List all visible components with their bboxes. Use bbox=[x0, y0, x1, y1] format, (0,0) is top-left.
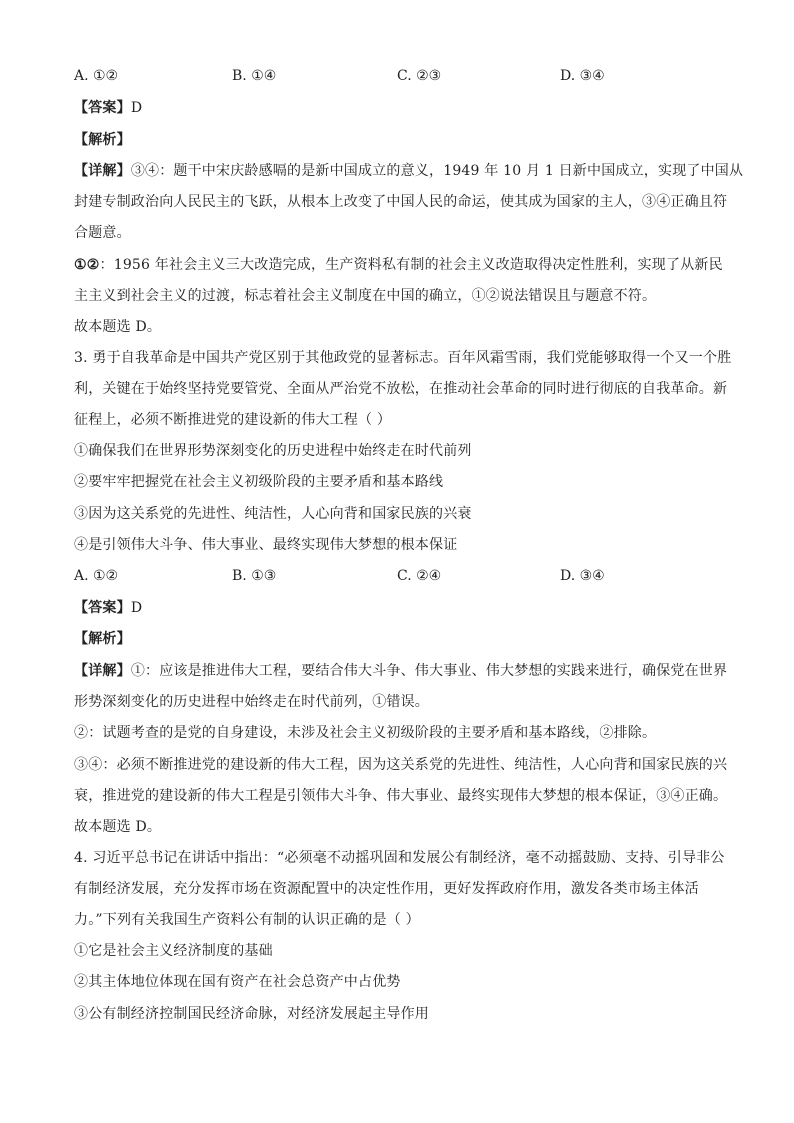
q2-explain-line-2: 主主义到社会主义的过渡，标志着社会主义制度在中国的确立，①②说法错误且与题意不符。 bbox=[74, 288, 657, 304]
q2-option-d: D. ③④ bbox=[560, 68, 605, 84]
q2-detail-line-3: 合题意。 bbox=[74, 225, 131, 241]
q2-option-a: A. ①② bbox=[74, 68, 119, 84]
q3-options bbox=[74, 566, 724, 586]
q4-stem-line-3: 力。”下列有关我国生产资料公有制的认识正确的是（ ） bbox=[74, 912, 420, 928]
q3-explain2: ②：试题考查的是党的自身建设，未涉及社会主义初级阶段的主要矛盾和基本路线，②排除。 bbox=[74, 725, 657, 741]
q2-detail-line-1 bbox=[74, 161, 744, 181]
q3-stem-line-2: 利，关键在于始终坚持党要管党、全面从严治党不放松，在推动社会革命的同时进行彻底的自我革命。新 bbox=[74, 381, 728, 397]
q3-item-1: ①确保我们在世界形势深刻变化的历史进程中始终走在时代前列 bbox=[74, 443, 472, 459]
answer-value: D bbox=[130, 100, 143, 116]
q3-option-a: A. ①② bbox=[74, 568, 119, 584]
q3-detail-line-1 bbox=[74, 661, 728, 681]
detail-text: ③④：题干中宋庆龄感嗝的是新中国成立的意义，1949 年 10 月 1 日新中国成立，实现了中国从 bbox=[130, 163, 744, 179]
q3-analysis-heading bbox=[74, 629, 724, 649]
q4-item-2: ②其主体地位体现在国有资产在社会总资产中占优势 bbox=[74, 974, 401, 990]
analysis-tag: 【解析】 bbox=[74, 132, 131, 148]
q2-option-c: C. ②③ bbox=[397, 68, 442, 84]
analysis-tag: 【解析】 bbox=[74, 631, 131, 647]
answer-tag: 【答案】 bbox=[74, 100, 131, 116]
q2-analysis-heading bbox=[74, 130, 724, 150]
q3-item-2: ②要牢牢把握党在社会主义初级阶段的主要矛盾和基本路线 bbox=[74, 474, 444, 490]
q2-option-b: B. ①④ bbox=[232, 68, 277, 84]
q3-option-b: B. ①③ bbox=[232, 568, 277, 584]
q3-stem-line-3: 征程上，必须不断推进党的建设新的伟大工程（ ） bbox=[74, 412, 392, 428]
q2-explain-line-1 bbox=[74, 255, 724, 275]
q3-option-d: D. ③④ bbox=[560, 568, 605, 584]
explain-tag: ①② bbox=[74, 257, 100, 273]
q3-option-c: C. ②④ bbox=[397, 568, 442, 584]
explain-text: ：1956 年社会主义三大改造完成，生产资料私有制的社会主义改造取得决定性胜利，实现了从新民 bbox=[99, 257, 723, 273]
q2-detail-line-2: 封建专制政治向人民民主的飞跃，从根本上改变了中国人民的命运，使其成为国家的主人，③④正确且符 bbox=[74, 194, 728, 210]
detail-tag: 【详解】 bbox=[74, 163, 131, 179]
q2-options bbox=[74, 66, 724, 86]
q3-item-3: ③因为这关系党的先进性、纯洁性，人心向背和国家民族的兴衰 bbox=[74, 506, 472, 522]
q3-detail-line-2: 形势深刻变化的历史进程中始终走在时代前列，①错误。 bbox=[74, 694, 429, 710]
detail-text: ①：应该是推进伟大工程，要结合伟大斗争、伟大事业、伟大梦想的实践来进行，确保党在世界 bbox=[130, 663, 728, 679]
q3-stem-line-1: 3. 勇于自我革命是中国共产党区别于其他政党的显著标志。百年风霜雪雨，我们党能够取得一个又一个胜 bbox=[74, 350, 732, 366]
q4-item-1: ①它是社会主义经济制度的基础 bbox=[74, 943, 273, 959]
q4-stem-line-1: 4. 习近平总书记在讲话中指出：“必须毫不动摇巩固和发展公有制经济，毫不动摇鼓励、支持、引导非公 bbox=[74, 850, 725, 866]
q2-answer bbox=[74, 98, 724, 118]
answer-tag: 【答案】 bbox=[74, 600, 131, 616]
q4-item-3: ③公有制经济控制国民经济命脉，对经济发展起主导作用 bbox=[74, 1006, 429, 1022]
q3-conclusion: 故本题选 D。 bbox=[74, 819, 162, 835]
q3-answer bbox=[74, 598, 724, 618]
detail-tag: 【详解】 bbox=[74, 663, 131, 679]
q3-item-4: ④是引领伟大斗争、伟大事业、最终实现伟大梦想的根本保证 bbox=[74, 537, 458, 553]
q2-conclusion: 故本题选 D。 bbox=[74, 319, 162, 335]
q3-explain3-line-2: 衰，推进党的建设新的伟大工程是引领伟大斗争、伟大事业、最终实现伟大梦想的根本保证，③④正确。 bbox=[74, 788, 728, 804]
q3-explain3-line-1: ③④：必须不断推进党的建设新的伟大工程，因为这关系党的先进性、纯洁性，人心向背和国家民族的兴 bbox=[74, 757, 728, 773]
q4-stem-line-2: 有制经济发展，充分发挥市场在资源配置中的决定性作用，更好发挥政府作用，激发各类市场主体活 bbox=[74, 881, 699, 897]
answer-value: D bbox=[130, 600, 143, 616]
